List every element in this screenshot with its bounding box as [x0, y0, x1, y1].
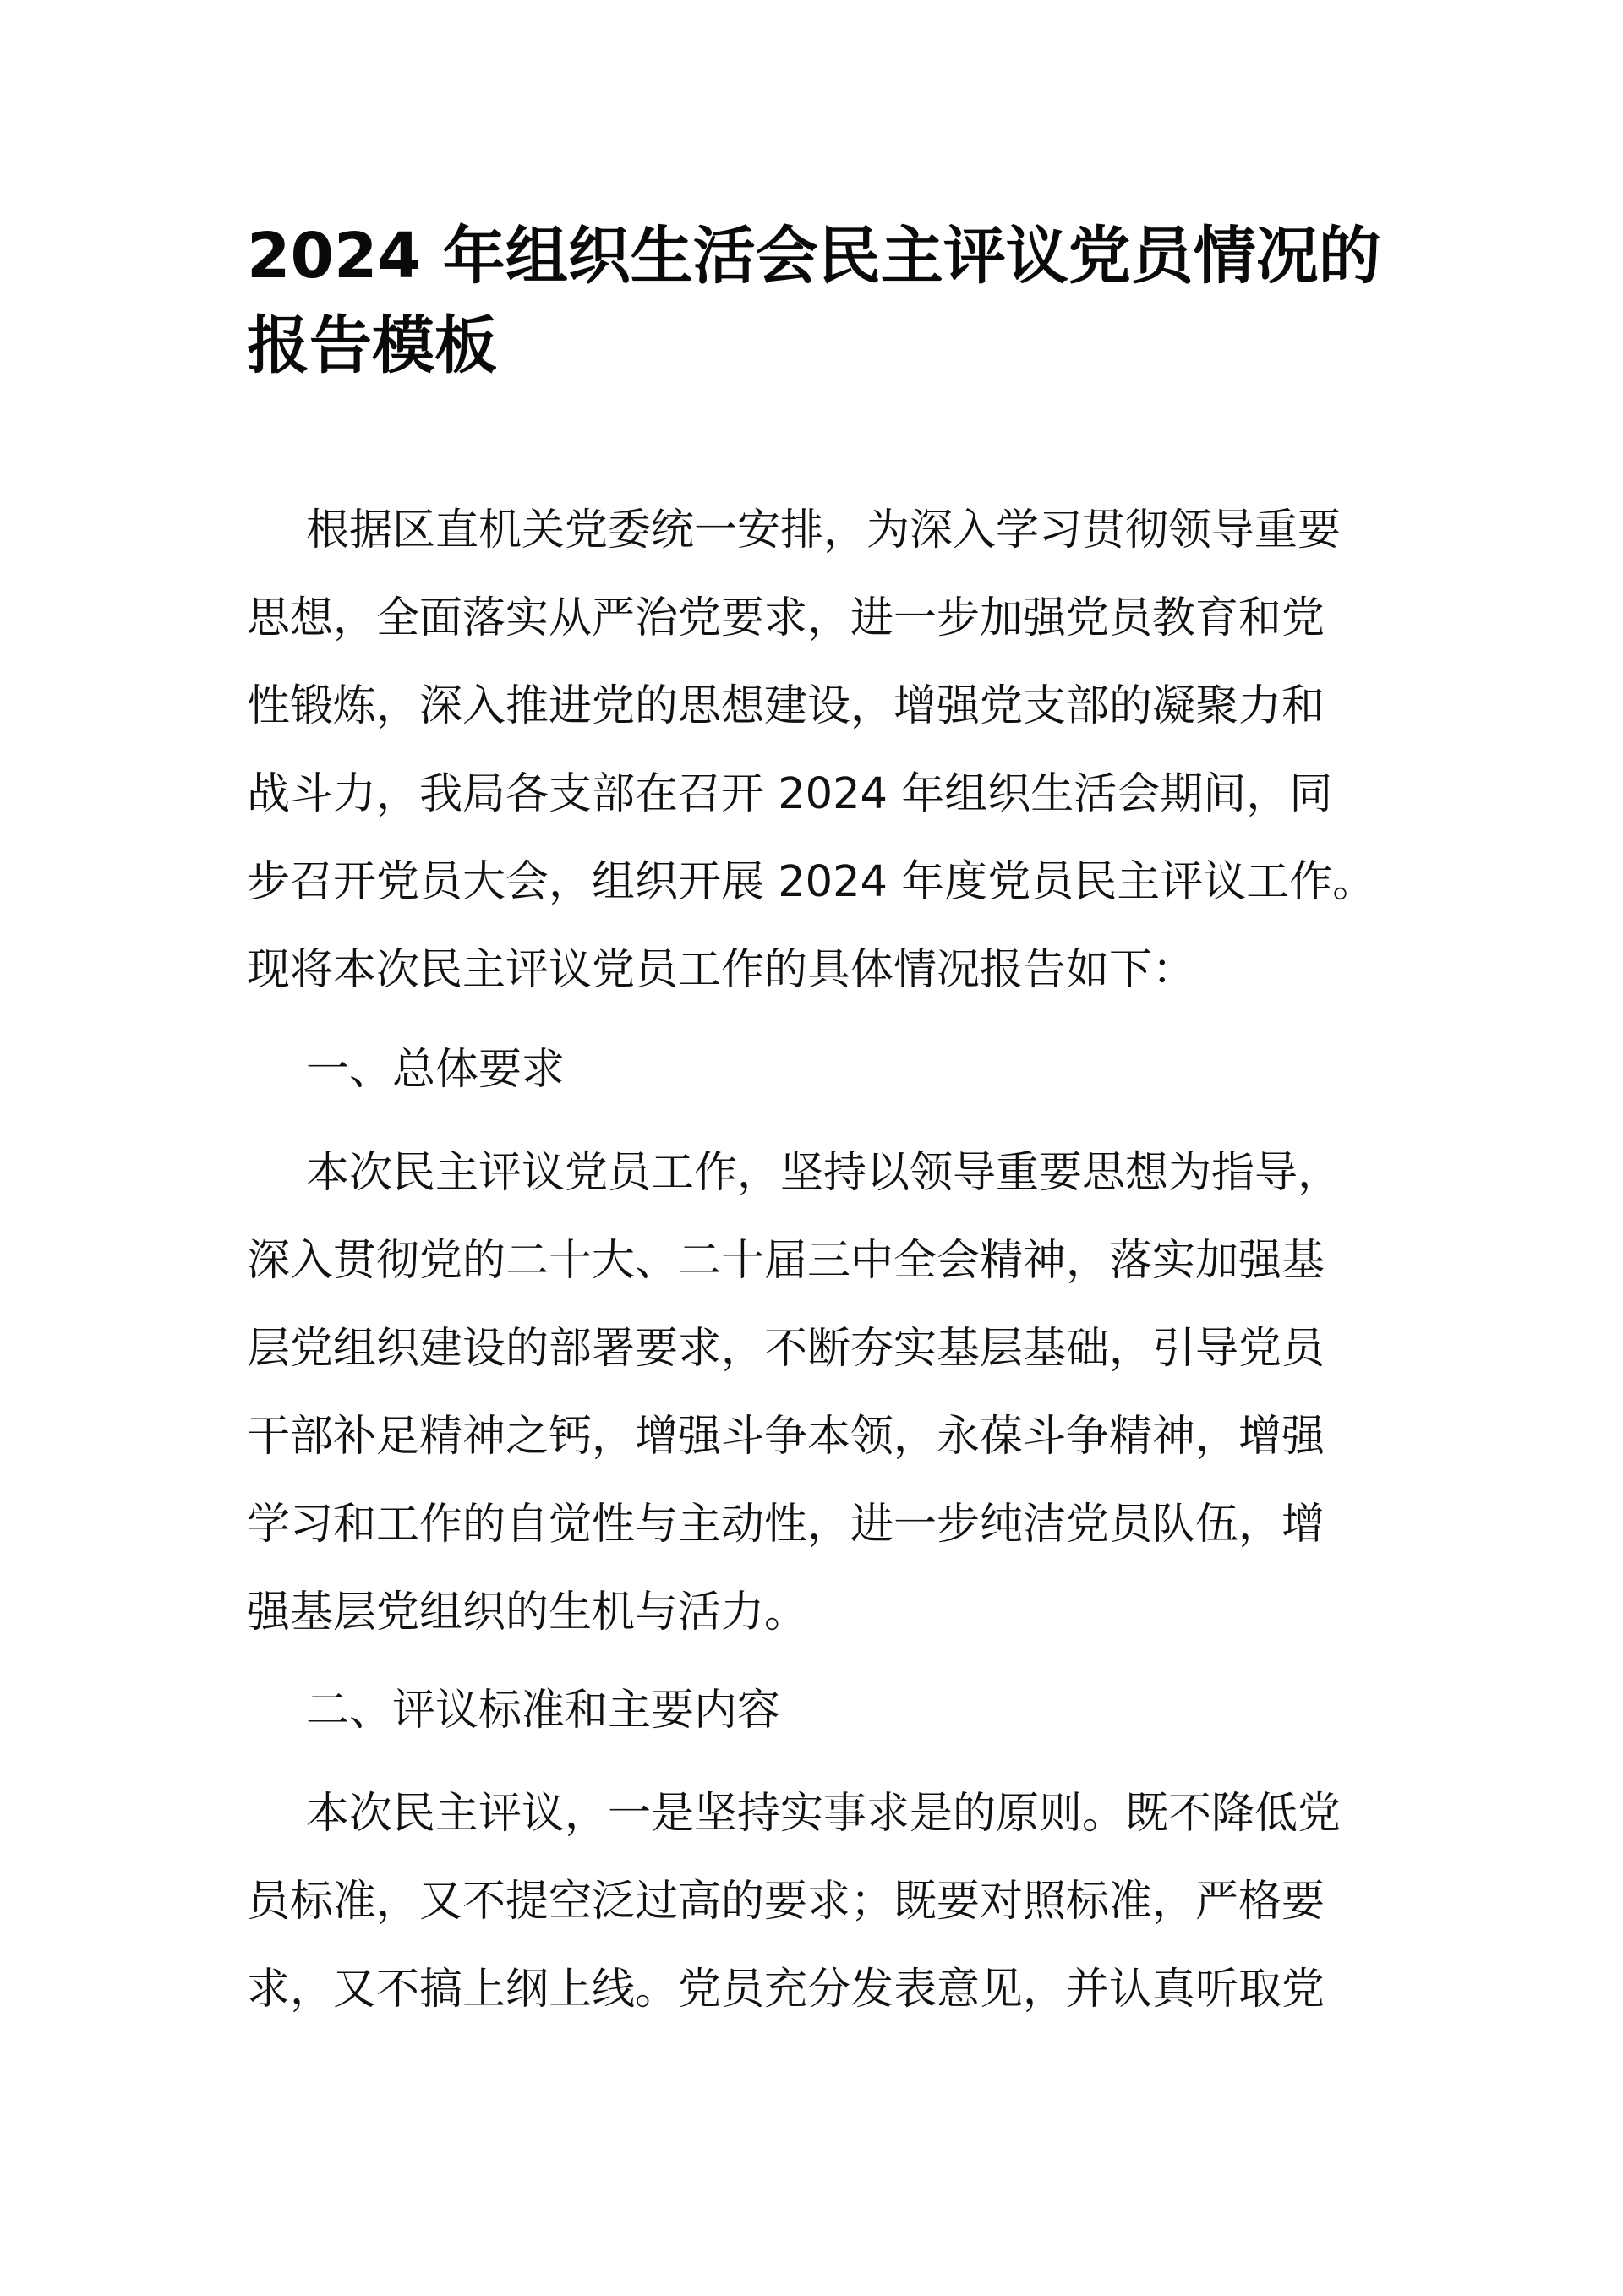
title-line-2: 报告模板 [247, 309, 497, 382]
section-1-heading: 一、总体要求 [306, 1045, 566, 1095]
intro-line-3: 性锻炼，深入推进党的思想建设，增强党支部的凝聚力和 [247, 681, 1325, 731]
section-2 [247, 1667, 1398, 1755]
section-2-heading: 二、评议标准和主要内容 [306, 1686, 781, 1736]
intro-line-1: 根据区直机关党委统一安排，为深入学习贯彻领导重要 [306, 506, 1342, 555]
intro-line-6: 现将本次民主评议党员工作的具体情况报告如下： [247, 945, 1196, 995]
section-2-line-2: 员标准，又不提空泛过高的要求；既要对照标准，严格要 [247, 1877, 1325, 1927]
title-line-1: 2024 年组织生活会民主评议党员情况的 [247, 220, 1381, 292]
section-1-line-3: 层党组织建设的部署要求，不断夯实基层基础，引导党员 [247, 1324, 1325, 1374]
section-2-line-1: 本次民主评议，一是坚持实事求是的原则。既不降低党 [306, 1789, 1342, 1839]
section-1-line-4: 干部补足精神之钙，增强斗争本领，永葆斗争精神，增强 [247, 1412, 1325, 1462]
intro-line-2: 思想，全面落实从严治党要求，进一步加强党员教育和党 [247, 593, 1325, 643]
section-1-line-2: 深入贯彻党的二十大、二十届三中全会精神，落实加强基 [247, 1236, 1325, 1286]
document-title [247, 211, 1396, 391]
intro-line-5: 步召开党员大会，组织开展 2024 年度党员民主评议工作。 [247, 857, 1376, 907]
intro-paragraph [247, 487, 1398, 1014]
section-2-paragraph [247, 1770, 1398, 2034]
intro-line-4: 战斗力，我局各支部在召开 2024 年组织生活会期间，同 [247, 769, 1333, 819]
section-2-line-3: 求，又不搞上纲上线。党员充分发表意见，并认真听取党 [247, 1965, 1325, 2014]
section-1-line-1: 本次民主评议党员工作，坚持以领导重要思想为指导， [306, 1148, 1342, 1198]
section-1 [247, 1026, 1398, 1114]
section-1-line-5: 学习和工作的自觉性与主动性，进一步纯洁党员队伍，增 [247, 1500, 1325, 1550]
section-1-line-6: 强基层党组织的生机与活力。 [247, 1588, 808, 1637]
section-1-paragraph [247, 1129, 1398, 1657]
